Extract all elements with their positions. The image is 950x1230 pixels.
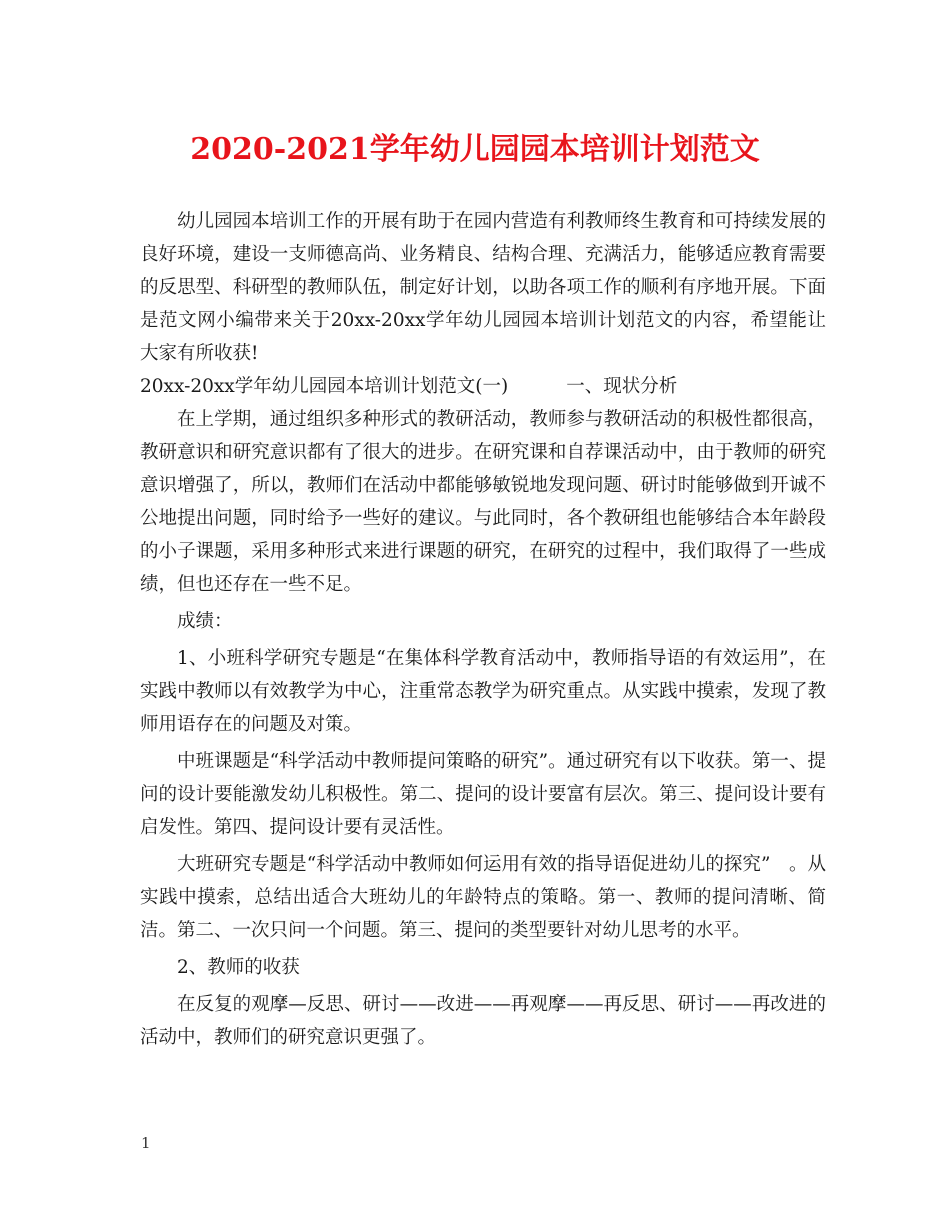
status-paragraph: 在上学期，通过组织多种形式的教研活动，教师参与教研活动的积极性都很高，教研意识和研究意识都有了很大的进步。在研究课和自荐课活动中，由于教师的研究意识增强了，所以，教师们在活动中都能够敏锐地发现问题、研讨时能够做到开诚不公地提出问题，同时给予一些好的建议。与此同时，各个教研组也能够结合本年龄段的小子课题，采用多种形式来进行课题的研究，在研究的过程中，我们取得了一些成绩，但也还存在一些不足。: [140, 409, 826, 595]
small-class-paragraph: 1、小班科学研究专题是“在集体科学教育活动中，教师指导语的有效运用”，在实践中教师以有效教学为中心，注重常态教学为研究重点。从实践中摸索，发现了教师用语存在的问题及对策。: [140, 648, 826, 735]
document-title: 2020-2021学年幼儿园园本培训计划范文: [190, 132, 760, 167]
intro-paragraph: 幼儿园园本培训工作的开展有助于在园内营造有利教师终生教育和可持续发展的良好环境，建设一支师德高尚、业务精良、结构合理、充满活力，能够适应教育需要的反思型、科研型的教师队伍，制定好计划，以助各项工作的顺利有序地开展。下面是范文网小编带来关于20xx-20xx学年幼儿园园本培训计划范文的内容，希望能让大家有所收获!: [140, 211, 826, 364]
section-heading-line: [140, 370, 826, 403]
teacher-gains-paragraph: 在反复的观摩—反思、研讨——改进——再观摩——再反思、研讨——再改进的活动中，教师们的研究意识更强了。: [140, 994, 826, 1048]
large-class-paragraph: 大班研究专题是“科学活动中教师如何运用有效的指导语促进幼儿的探究” 。从实践中摸索，总结出适合大班幼儿的年龄特点的策略。第一、教师的提问清晰、简洁。第二、一次只问一个问题。第三、提问的类型要针对幼儿思考的水平。: [140, 854, 826, 941]
achievements-label: 成绩：: [177, 611, 233, 632]
teacher-gains-label: 2、教师的收获: [177, 957, 300, 978]
page-number: 1: [141, 1134, 151, 1152]
middle-class-paragraph: 中班课题是“科学活动中教师提问策略的研究”。通过研究有以下收获。第一、提问的设计要能激发幼儿积极性。第二、提问的设计要富有层次。第三、提问设计要有启发性。第四、提问设计要有灵活性。: [140, 751, 826, 838]
document-body: [140, 205, 826, 1054]
subtitle-left: 20xx-20xx学年幼儿园园本培训计划范文(一): [140, 376, 509, 397]
subtitle-right: 一、现状分析: [566, 376, 678, 397]
